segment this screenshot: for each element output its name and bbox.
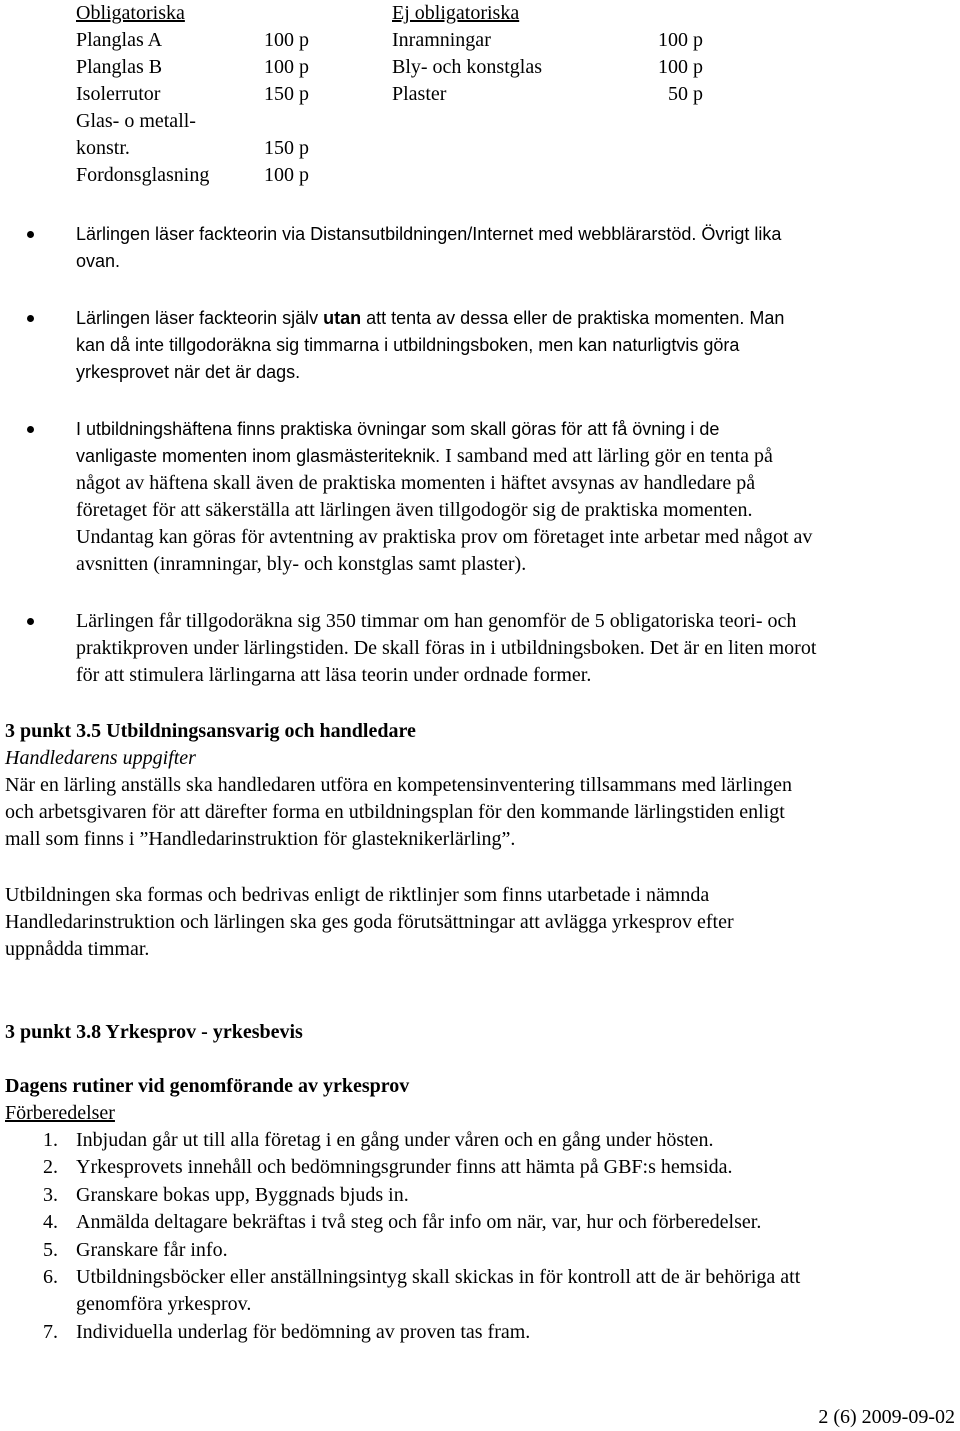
bullet-text-line: företaget för att säkerställa att lärlingen även tillgodogör sig de praktiska momenten. [76,499,753,521]
list-item-number: 2. [43,1156,58,1178]
list-item-number: 6. [43,1266,58,1288]
table-cell-name: Glas- o metall- [76,110,196,132]
table-cell-name: Fordonsglasning [76,164,210,186]
table-cell-name: konstr. [76,137,130,159]
bullet-text-line: Undantag kan göras för avtentning av praktiska prov om företaget inte arbetar med något av [76,526,813,548]
table-cell-name: Planglas A [76,29,163,51]
table-cell-points: 50 p [668,83,703,105]
table-cell-points: 150 p [264,83,309,105]
bullet-text-segment: I samband med att lärling gör en tenta på [440,445,773,467]
paragraph-line: När en lärling anställs ska handledaren utföra en kompetensinventering tillsammans med lärlingen [5,774,792,796]
bullet-text-line [76,305,956,332]
list-item-number: 4. [43,1211,58,1233]
table-cell-points: 100 p [264,29,309,51]
section-subheading: Handledarens uppgifter [5,747,196,769]
table-cell-name: Isolerrutor [76,83,161,105]
bullet-text-segment: Lärlingen läser fackteorin själv [76,308,324,328]
bullet-text-line: I utbildningshäftena finns praktiska övningar som skall göras för att få övning i de [76,419,720,439]
paragraph-line: uppnådda timmar. [5,938,150,960]
list-item-text: Yrkesprovets innehåll och bedömningsgrunder finns att hämta på GBF:s hemsida. [76,1156,733,1178]
bullet-text-emphasis: utan [323,308,362,328]
bullet-text-line: för att stimulera lärlingarna att läsa teorin under ordnade former. [76,664,592,686]
paragraph-line: Handledarinstruktion och lärlingen ska ges goda förutsättningar att avlägga yrkesprov efter [5,911,734,933]
list-item-number: 3. [43,1184,58,1206]
paragraph-line: och arbetsgivaren för att därefter forma en utbildningsplan för den kommande lärlingstiden enligt [5,801,785,823]
bullet-icon [27,231,34,238]
section-heading: 3 punkt 3.5 Utbildningsansvarig och handledare [5,720,416,742]
list-item-text: Granskare får info. [76,1239,228,1261]
section-subheading: Dagens rutiner vid genomförande av yrkesprov [5,1075,410,1097]
list-item-text: Inbjudan går ut till alla företag i en gång under våren och en gång under hösten. [76,1129,714,1151]
table-cell-name: Planglas B [76,56,163,78]
bullet-icon [27,618,34,625]
table-header-optional: Ej obligatoriska [392,2,520,24]
table-cell-points: 100 p [264,56,309,78]
bullet-text-line: kan då inte tillgodoräkna sig timmarna i utbildningsboken, men kan naturligtvis göra [76,335,740,355]
table-cell-name: Bly- och konstglas [392,56,542,78]
bullet-text-segment: att tenta av dessa eller de praktiska momenten. Man [361,308,785,328]
page-footer: 2 (6) 2009-09-02 [818,1406,955,1428]
bullet-text-line: yrkesprovet när det är dags. [76,362,301,382]
bullet-text-segment: vanligaste momenten inom glasmästeriteknik. [76,446,441,466]
bullet-text-line: något av häftena skall även de praktiska momenten i häftet avsynas av handledare på [76,472,756,494]
bullet-icon [27,426,34,433]
list-item-text: Granskare bokas upp, Byggnads bjuds in. [76,1184,409,1206]
table-cell-points: 100 p [658,56,703,78]
paragraph-line: Utbildningen ska formas och bedrivas enligt de riktlinjer som finns utarbetade i nämnda [5,884,710,906]
bullet-text-line: praktikproven under lärlingstiden. De skall föras in i utbildningsboken. Det är en liten morot [76,637,817,659]
list-item-text: genomföra yrkesprov. [76,1293,252,1315]
bullet-icon [27,315,34,322]
list-item-text: Individuella underlag för bedömning av proven tas fram. [76,1321,531,1343]
table-header-mandatory: Obligatoriska [76,2,185,24]
bullet-text-line: ovan. [76,251,121,271]
paragraph [5,772,955,853]
list-item-number: 7. [43,1321,58,1343]
list-title: Förberedelser [5,1102,115,1124]
list-item-text: Utbildningsböcker eller anställningsintyg skall skickas in för kontroll att de är behöriga att [76,1266,801,1288]
bullet-text-line [76,443,956,470]
table-cell-points: 100 p [264,164,309,186]
table-cell-points: 150 p [264,137,309,159]
list-item-number: 5. [43,1239,58,1261]
bullet-text-line: Lärlingen läser fackteorin via Distansutbildningen/Internet med webblärarstöd. Övrigt lika [76,224,782,244]
paragraph [5,882,955,963]
section-heading: 3 punkt 3.8 Yrkesprov - yrkesbevis [5,1021,303,1043]
bullet-text-line: avsnitten (inramningar, bly- och konstglas samt plaster). [76,553,527,575]
bullet-text-line: Lärlingen får tillgodoräkna sig 350 timmar om han genomför de 5 obligatoriska teori- och [76,610,797,632]
table-cell-name: Inramningar [392,29,491,51]
list-item-number: 1. [43,1129,58,1151]
paragraph-line: mall som finns i ”Handledarinstruktion för glasteknikerlärling”. [5,828,516,850]
table-cell-points: 100 p [658,29,703,51]
table-cell-name: Plaster [392,83,447,105]
list-item-text: Anmälda deltagare bekräftas i två steg och får info om när, var, hur och förberedelser. [76,1211,762,1233]
